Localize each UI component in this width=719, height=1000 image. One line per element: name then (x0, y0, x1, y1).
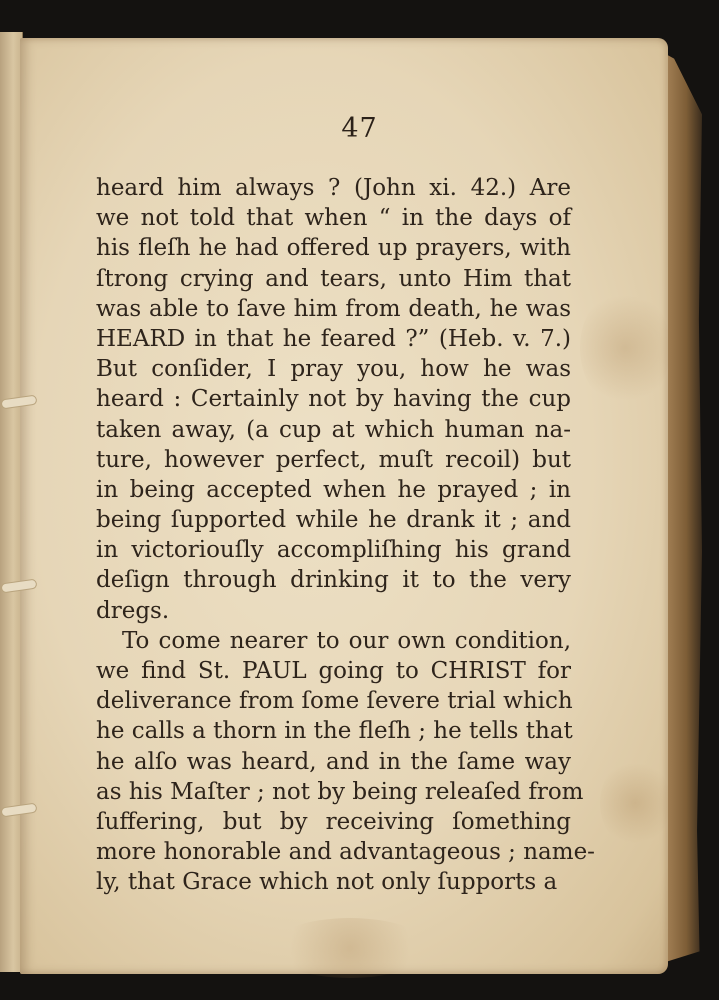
text-line: dregs. (96, 597, 170, 624)
page-text (96, 173, 595, 898)
text-line: ture, however perfect, muſt recoil) but (96, 446, 571, 473)
text-line: taken away, (a cup at which human na- (96, 416, 571, 443)
binding-stitch-top (0, 392, 40, 414)
text-line: ly, that Grace which not only ſupports a (96, 869, 558, 896)
binding-stitch-middle (0, 576, 40, 598)
text-line: in victoriouſly accompliſhing his grand (96, 537, 571, 564)
text-line: his fleſh he had offered up prayers, with (96, 235, 571, 262)
text-line: But conſider, I pray you, how he was (96, 356, 571, 383)
text-line: heard him always ? (John xi. 42.) Are (96, 175, 571, 201)
text-line: ſtrong crying and tears, unto Him that (96, 265, 571, 292)
text-line: more honorable and advantageous ; name- (96, 839, 595, 866)
text-line: HEARD in that he feared ?” (Heb. v. 7.) (96, 325, 571, 352)
text-line: was able to ſave him from death, he was (96, 295, 571, 322)
text-line: ſuffering, but by receiving ſomething (96, 808, 571, 835)
text-line: we find St. PAUL going to CHRIST for (96, 658, 571, 684)
text-line: we not told that when “ in the days of (96, 205, 571, 232)
text-line: he calls a thorn in the fleſh ; he tells that (96, 718, 573, 745)
binding-stitch-bottom (0, 800, 40, 822)
text-line: being ſupported while he drank it ; and (96, 507, 571, 534)
text-line: deſign through drinking it to the very (96, 567, 571, 594)
text-line: heard : Certainly not by having the cup (96, 386, 571, 413)
text-line: in being accepted when he prayed ; in (96, 476, 571, 503)
text-line: deliverance from ſome ſevere trial which (96, 688, 573, 715)
page-number: 47 (341, 113, 378, 144)
text-line: as his Maſter ; not by being releaſed from (96, 778, 584, 805)
text-line: he alſo was heard, and in the ſame way (96, 748, 571, 775)
text-line: To come nearer to our own condition, (122, 627, 571, 654)
